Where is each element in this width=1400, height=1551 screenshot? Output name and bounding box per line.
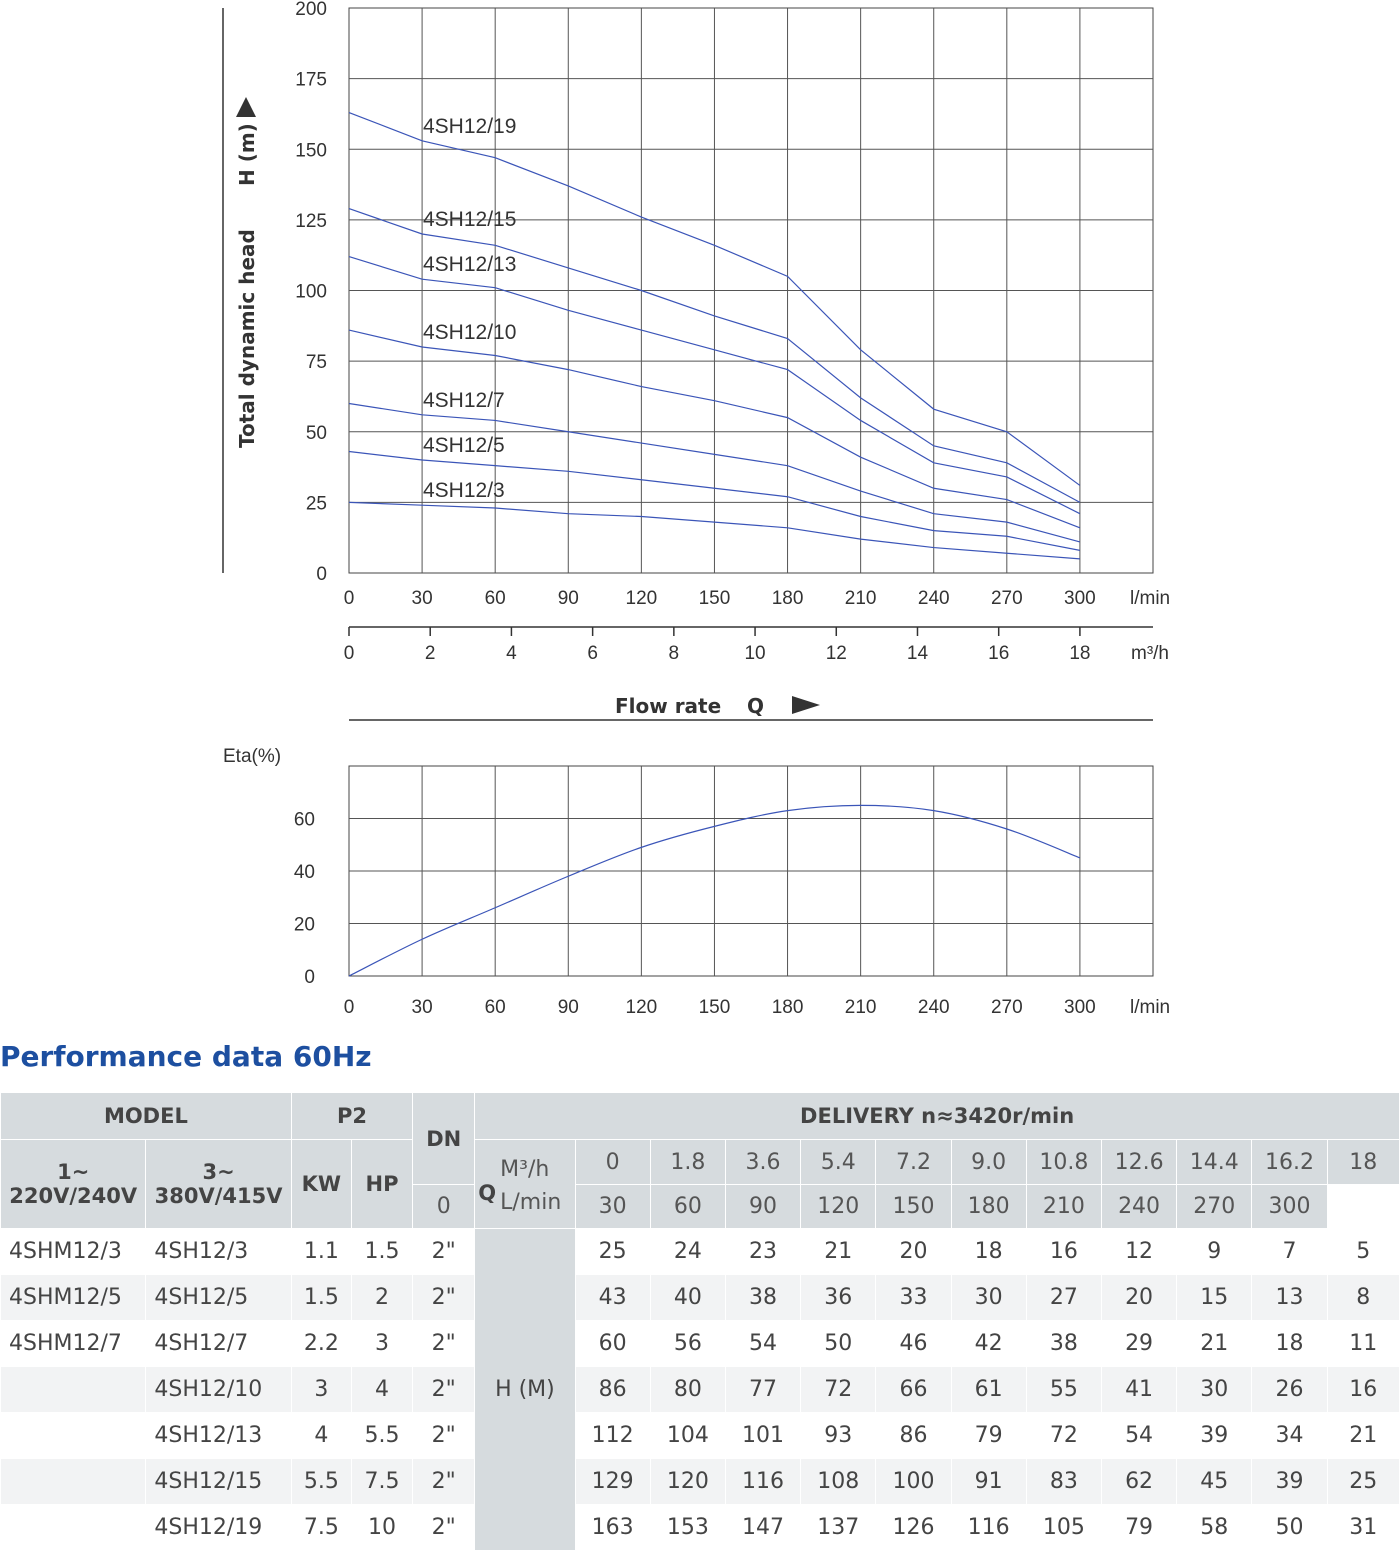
y-axis-unit: H (m) bbox=[235, 123, 259, 186]
table-row bbox=[1, 1275, 1400, 1321]
head-x2-tick: 6 bbox=[587, 643, 598, 664]
model-single-phase bbox=[1, 1367, 146, 1413]
model-three-phase: 4SH12/15 bbox=[146, 1459, 291, 1505]
head-value: 42 bbox=[951, 1321, 1026, 1367]
m3h-cell: 5.4 bbox=[801, 1140, 876, 1185]
lmin-cell: 120 bbox=[801, 1185, 876, 1229]
x-axis-label: Flow rate bbox=[615, 694, 722, 718]
head-value: 23 bbox=[725, 1229, 800, 1275]
table-row bbox=[1, 1367, 1400, 1413]
head-x-unit: l/min bbox=[1130, 588, 1171, 609]
three-phase-symbol: 3~ bbox=[202, 1160, 235, 1184]
head-value: 20 bbox=[876, 1229, 951, 1275]
single-phase-voltage: 220V/240V bbox=[9, 1184, 138, 1208]
eta-y-tick: 60 bbox=[293, 809, 315, 831]
hp-value: 5.5 bbox=[351, 1413, 412, 1459]
head-value: 91 bbox=[951, 1459, 1026, 1505]
eta-x-tick: 150 bbox=[698, 997, 731, 1018]
hp-value: 3 bbox=[351, 1321, 412, 1367]
m3h-cell: 1.8 bbox=[650, 1140, 725, 1185]
head-value: 108 bbox=[801, 1459, 876, 1505]
model-three-phase: 4SH12/10 bbox=[146, 1367, 291, 1413]
head-value: 36 bbox=[801, 1275, 876, 1321]
head-value: 9 bbox=[1177, 1229, 1252, 1275]
head-value: 129 bbox=[575, 1459, 650, 1505]
head-value: 29 bbox=[1101, 1321, 1176, 1367]
header-three-phase bbox=[146, 1140, 291, 1229]
head-value: 40 bbox=[650, 1275, 725, 1321]
head-value: 15 bbox=[1177, 1275, 1252, 1321]
hp-value: 1.5 bbox=[351, 1229, 412, 1275]
head-value: 30 bbox=[1177, 1367, 1252, 1413]
head-x2-tick: 12 bbox=[825, 643, 847, 664]
x-axis-symbol: Q bbox=[747, 694, 765, 718]
head-x2-tick: 4 bbox=[506, 643, 517, 664]
header-lmin: L/min bbox=[500, 1190, 562, 1215]
head-value: 77 bbox=[725, 1367, 800, 1413]
curve-label: 4SH12/10 bbox=[423, 321, 517, 344]
head-x-tick: 30 bbox=[411, 588, 433, 609]
head-value: 30 bbox=[951, 1275, 1026, 1321]
header-q: Q bbox=[478, 1181, 497, 1205]
head-value: 34 bbox=[1252, 1413, 1327, 1459]
head-value: 20 bbox=[1101, 1275, 1176, 1321]
head-value: 61 bbox=[951, 1367, 1026, 1413]
head-y-tick: 50 bbox=[305, 422, 327, 444]
head-value: 41 bbox=[1101, 1367, 1176, 1413]
lmin-cell: 270 bbox=[1177, 1185, 1252, 1229]
head-value: 116 bbox=[951, 1505, 1026, 1551]
kw-value: 3 bbox=[291, 1367, 351, 1413]
performance-body bbox=[1, 1229, 1400, 1551]
kw-value: 5.5 bbox=[291, 1459, 351, 1505]
model-three-phase: 4SH12/7 bbox=[146, 1321, 291, 1367]
head-value: 54 bbox=[1101, 1413, 1176, 1459]
head-y-tick: 200 bbox=[295, 0, 327, 20]
header-m3h: M³/h bbox=[500, 1157, 550, 1182]
model-three-phase: 4SH12/13 bbox=[146, 1413, 291, 1459]
lmin-cell: 60 bbox=[650, 1185, 725, 1229]
head-x-tick: 0 bbox=[343, 588, 355, 609]
header-delivery: DELIVERY n≈3420r/min bbox=[475, 1093, 1400, 1140]
lmin-cell: 240 bbox=[1101, 1185, 1176, 1229]
eta-chart bbox=[0, 735, 1400, 1030]
eta-x-tick: 240 bbox=[917, 997, 950, 1018]
head-y-tick: 150 bbox=[295, 140, 327, 162]
head-value: 79 bbox=[1101, 1505, 1176, 1551]
table-row bbox=[1, 1459, 1400, 1505]
lmin-cell: 180 bbox=[951, 1185, 1026, 1229]
head-value: 163 bbox=[575, 1505, 650, 1551]
head-value: 46 bbox=[876, 1321, 951, 1367]
head-value: 80 bbox=[650, 1367, 725, 1413]
m3h-cell: 7.2 bbox=[876, 1140, 951, 1185]
m3h-cell: 16.2 bbox=[1252, 1140, 1327, 1185]
kw-value: 1.1 bbox=[291, 1229, 351, 1275]
eta-x-tick: 0 bbox=[343, 997, 355, 1018]
m3h-cell: 0 bbox=[575, 1140, 650, 1185]
head-x2-unit: m³/h bbox=[1131, 643, 1169, 664]
head-x-tick: 180 bbox=[771, 588, 804, 609]
hp-value: 7.5 bbox=[351, 1459, 412, 1505]
head-x2-tick: 0 bbox=[343, 643, 355, 664]
dn-value: 2" bbox=[413, 1275, 475, 1321]
eta-x-tick: 300 bbox=[1064, 997, 1096, 1018]
head-value: 58 bbox=[1177, 1505, 1252, 1551]
head-value: 72 bbox=[801, 1367, 876, 1413]
curve-label: 4SH12/5 bbox=[423, 434, 505, 457]
eta-x-tick: 180 bbox=[771, 997, 804, 1018]
dn-value: 2" bbox=[413, 1321, 475, 1367]
head-value: 153 bbox=[650, 1505, 725, 1551]
model-three-phase: 4SH12/19 bbox=[146, 1505, 291, 1551]
x-axis-arrow-icon bbox=[792, 696, 820, 714]
y-axis-arrow-icon bbox=[236, 97, 256, 117]
head-value: 79 bbox=[951, 1413, 1026, 1459]
head-x-tick: 270 bbox=[990, 588, 1023, 609]
dn-value: 2" bbox=[413, 1505, 475, 1551]
lmin-cell: 90 bbox=[725, 1185, 800, 1229]
head-value: 116 bbox=[725, 1459, 800, 1505]
m3h-cell: 10.8 bbox=[1026, 1140, 1101, 1185]
curve-label: 4SH12/15 bbox=[423, 208, 517, 231]
hp-value: 2 bbox=[351, 1275, 412, 1321]
head-value: 8 bbox=[1327, 1275, 1399, 1321]
head-value: 12 bbox=[1101, 1229, 1176, 1275]
m3h-cell: 14.4 bbox=[1177, 1140, 1252, 1185]
table-row bbox=[1, 1505, 1400, 1551]
dn-value: 2" bbox=[413, 1413, 475, 1459]
head-y-tick: 100 bbox=[295, 281, 327, 303]
head-value: 50 bbox=[1252, 1505, 1327, 1551]
head-x-tick: 120 bbox=[625, 588, 658, 609]
model-single-phase: 4SHM12/5 bbox=[1, 1275, 146, 1321]
lmin-cell: 300 bbox=[1252, 1185, 1327, 1229]
head-value: 56 bbox=[650, 1321, 725, 1367]
head-value: 21 bbox=[1327, 1413, 1399, 1459]
head-value: 55 bbox=[1026, 1367, 1101, 1413]
head-value: 25 bbox=[575, 1229, 650, 1275]
head-value: 83 bbox=[1026, 1459, 1101, 1505]
head-x2-tick: 18 bbox=[1069, 643, 1091, 664]
head-value: 101 bbox=[725, 1413, 800, 1459]
head-value: 112 bbox=[575, 1413, 650, 1459]
head-value: 105 bbox=[1026, 1505, 1101, 1551]
header-dn: DN bbox=[413, 1093, 475, 1185]
head-value: 26 bbox=[1252, 1367, 1327, 1413]
head-value: 72 bbox=[1026, 1413, 1101, 1459]
eta-y-tick: 40 bbox=[293, 862, 315, 883]
head-y-tick: 125 bbox=[295, 210, 327, 232]
head-x-tick: 90 bbox=[557, 588, 579, 609]
head-value: 39 bbox=[1177, 1413, 1252, 1459]
kw-value: 2.2 bbox=[291, 1321, 351, 1367]
kw-value: 4 bbox=[291, 1413, 351, 1459]
header-p2: P2 bbox=[291, 1093, 412, 1140]
hp-value: 10 bbox=[351, 1505, 412, 1551]
eta-x-tick: 210 bbox=[844, 997, 877, 1018]
m3h-cell: 18 bbox=[1327, 1140, 1399, 1185]
single-phase-symbol: 1~ bbox=[57, 1160, 90, 1184]
kw-value: 1.5 bbox=[291, 1275, 351, 1321]
head-chart bbox=[0, 0, 1400, 730]
table-row bbox=[1, 1413, 1400, 1459]
performance-title: Performance data 60Hz bbox=[0, 1040, 372, 1073]
head-value: 93 bbox=[801, 1413, 876, 1459]
eta-x-tick: 270 bbox=[990, 997, 1023, 1018]
kw-value: 7.5 bbox=[291, 1505, 351, 1551]
head-value: 45 bbox=[1177, 1459, 1252, 1505]
head-value: 39 bbox=[1252, 1459, 1327, 1505]
model-single-phase bbox=[1, 1459, 146, 1505]
eta-x-tick: 120 bbox=[625, 997, 658, 1018]
head-value: 18 bbox=[1252, 1321, 1327, 1367]
head-value: 25 bbox=[1327, 1459, 1399, 1505]
m3h-cell: 12.6 bbox=[1101, 1140, 1176, 1185]
lmin-cell: 0 bbox=[413, 1185, 475, 1229]
m3h-cell: 3.6 bbox=[725, 1140, 800, 1185]
head-x2-tick: 2 bbox=[424, 643, 436, 664]
m3h-cell: 9.0 bbox=[951, 1140, 1026, 1185]
eta-grid bbox=[349, 766, 1153, 976]
curve-label: 4SH12/19 bbox=[423, 114, 517, 138]
head-value: 13 bbox=[1252, 1275, 1327, 1321]
head-y-tick: 175 bbox=[295, 69, 327, 91]
model-single-phase bbox=[1, 1505, 146, 1551]
dn-value: 2" bbox=[413, 1367, 475, 1413]
header-q-units bbox=[475, 1140, 575, 1229]
head-value: 147 bbox=[725, 1505, 800, 1551]
head-value: 86 bbox=[575, 1367, 650, 1413]
eta-y-tick: 0 bbox=[304, 967, 315, 988]
head-y-tick: 25 bbox=[305, 493, 327, 515]
dn-value: 2" bbox=[413, 1229, 475, 1275]
lmin-cell: 30 bbox=[575, 1185, 650, 1229]
eta-x-tick: 90 bbox=[557, 997, 579, 1018]
head-x2-tick: 10 bbox=[744, 643, 766, 664]
header-kw: KW bbox=[291, 1140, 351, 1229]
head-value: 33 bbox=[876, 1275, 951, 1321]
head-value: 43 bbox=[575, 1275, 650, 1321]
curve-label: 4SH12/7 bbox=[423, 388, 505, 412]
model-single-phase: 4SHM12/7 bbox=[1, 1321, 146, 1367]
head-value: 31 bbox=[1327, 1505, 1399, 1551]
head-x-tick: 150 bbox=[698, 588, 731, 609]
three-phase-voltage: 380V/415V bbox=[154, 1184, 283, 1208]
head-value: 7 bbox=[1252, 1229, 1327, 1275]
head-value: 5 bbox=[1327, 1229, 1399, 1275]
header-model: MODEL bbox=[1, 1093, 292, 1140]
table-row bbox=[1, 1229, 1400, 1275]
lmin-cell: 210 bbox=[1026, 1185, 1101, 1229]
h-label: H (M) bbox=[475, 1229, 575, 1551]
head-value: 86 bbox=[876, 1413, 951, 1459]
head-value: 38 bbox=[1026, 1321, 1101, 1367]
eta-x-tick: 30 bbox=[411, 997, 433, 1018]
header-hp: HP bbox=[351, 1140, 412, 1229]
eta-x-unit: l/min bbox=[1130, 997, 1171, 1018]
head-value: 16 bbox=[1026, 1229, 1101, 1275]
head-value: 54 bbox=[725, 1321, 800, 1367]
table-row bbox=[1, 1321, 1400, 1367]
head-value: 24 bbox=[650, 1229, 725, 1275]
head-value: 120 bbox=[650, 1459, 725, 1505]
curve-label: 4SH12/3 bbox=[423, 479, 505, 503]
head-value: 38 bbox=[725, 1275, 800, 1321]
head-value: 104 bbox=[650, 1413, 725, 1459]
head-value: 62 bbox=[1101, 1459, 1176, 1505]
performance-table bbox=[0, 1092, 1400, 1551]
head-x-tick: 240 bbox=[917, 588, 950, 609]
model-single-phase: 4SHM12/3 bbox=[1, 1229, 146, 1275]
header-single-phase bbox=[1, 1140, 146, 1229]
y-axis-label: Total dynamic head bbox=[235, 229, 259, 448]
eta-y-tick: 20 bbox=[293, 914, 315, 936]
model-three-phase: 4SH12/5 bbox=[146, 1275, 291, 1321]
model-single-phase bbox=[1, 1413, 146, 1459]
head-value: 16 bbox=[1327, 1367, 1399, 1413]
head-labels bbox=[423, 115, 516, 502]
head-x2-tick: 8 bbox=[668, 643, 680, 664]
head-x2-tick: 16 bbox=[988, 643, 1010, 664]
eta-x-tick: 60 bbox=[484, 997, 506, 1018]
curve-label: 4SH12/13 bbox=[423, 253, 517, 277]
head-value: 100 bbox=[876, 1459, 951, 1505]
model-three-phase: 4SH12/3 bbox=[146, 1229, 291, 1275]
head-value: 60 bbox=[575, 1321, 650, 1367]
hp-value: 4 bbox=[351, 1367, 412, 1413]
head-value: 137 bbox=[801, 1505, 876, 1551]
lmin-cell: 150 bbox=[876, 1185, 951, 1229]
head-value: 21 bbox=[801, 1229, 876, 1275]
head-y-tick: 0 bbox=[316, 564, 327, 585]
eta-axis-label: Eta(%) bbox=[223, 746, 282, 767]
head-value: 11 bbox=[1327, 1321, 1399, 1367]
head-y-tick: 75 bbox=[305, 352, 327, 374]
head-x-tick: 300 bbox=[1064, 588, 1096, 609]
head-value: 21 bbox=[1177, 1321, 1252, 1367]
head-value: 27 bbox=[1026, 1275, 1101, 1321]
head-value: 50 bbox=[801, 1321, 876, 1367]
head-x-tick: 60 bbox=[484, 588, 506, 609]
head-x2-tick: 14 bbox=[906, 643, 929, 664]
head-value: 66 bbox=[876, 1367, 951, 1413]
head-x-tick: 210 bbox=[844, 588, 877, 609]
dn-value: 2" bbox=[413, 1459, 475, 1505]
head-value: 126 bbox=[876, 1505, 951, 1551]
head-value: 18 bbox=[951, 1229, 1026, 1275]
